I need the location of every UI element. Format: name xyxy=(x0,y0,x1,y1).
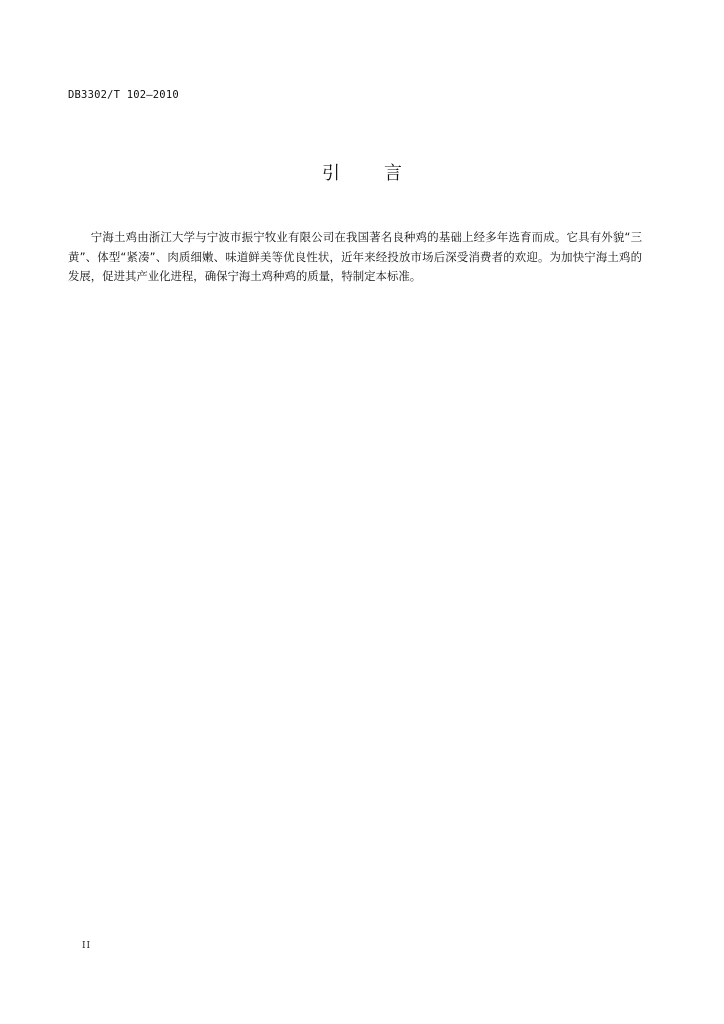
page-number: II xyxy=(82,941,92,951)
introduction-paragraph: 宁海土鸡由浙江大学与宁波市振宁牧业有限公司在我国著名良种鸡的基础上经多年选育而成。它具有外貌“三黄”、体型“紧凑”、肉质细嫩、味道鲜美等优良性状，近年来经投放市场后深受消费者的欢迎。为加快宁海土鸡的发展，促进其产业化进程，确保宁海土鸡种鸡的质量，特制定本标准。 xyxy=(68,230,642,283)
standard-code: DB3302/T 102—2010 xyxy=(68,89,179,101)
section-title-char-1: 引 xyxy=(322,163,340,184)
section-title-char-2: 言 xyxy=(384,163,402,184)
section-title xyxy=(0,163,724,185)
